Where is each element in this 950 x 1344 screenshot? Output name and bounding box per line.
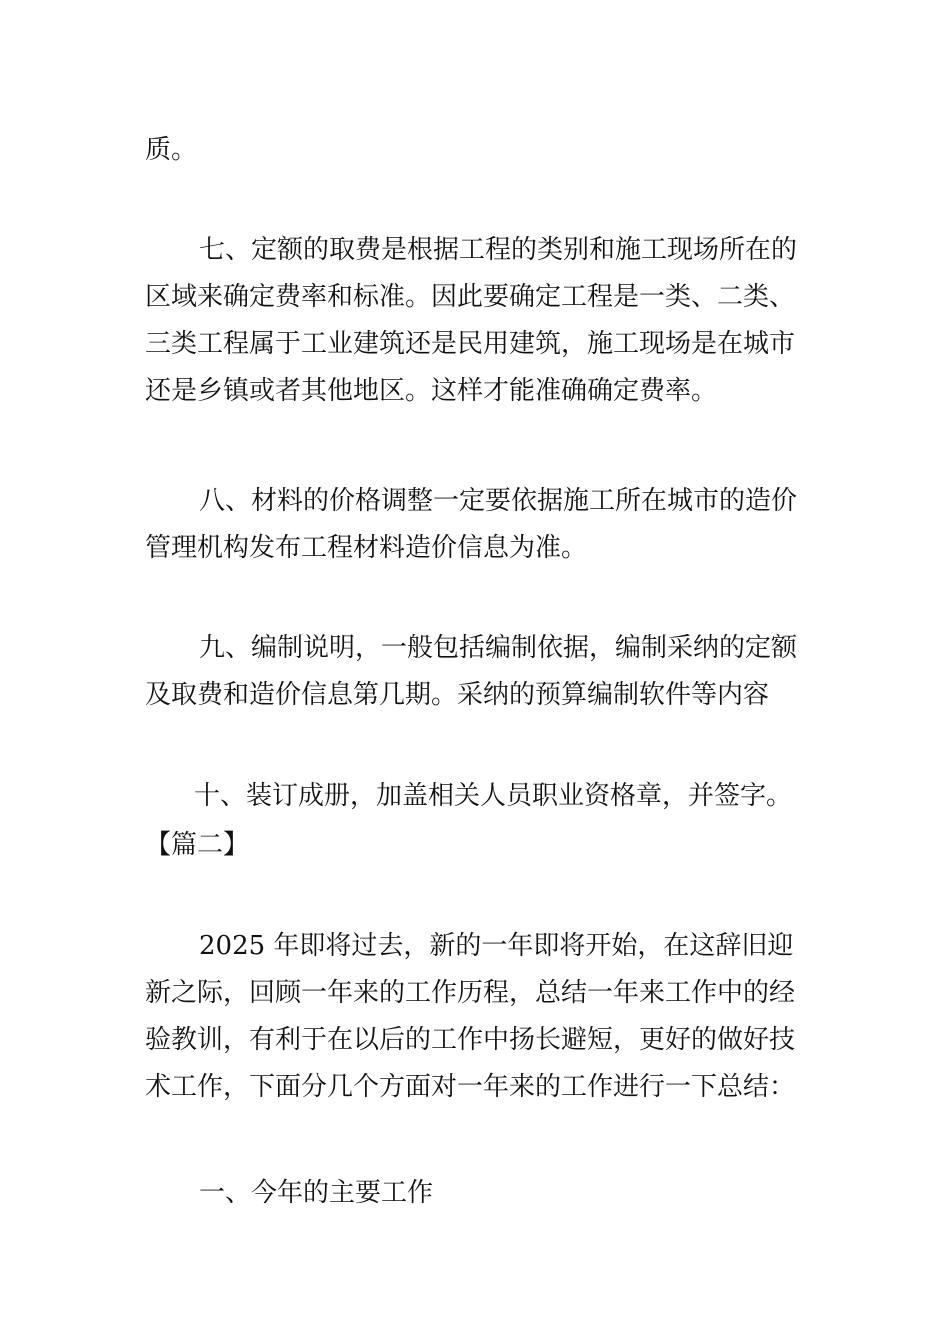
paragraph-intro: 2025 年即将过去，新的一年即将开始，在这辞旧迎新之际，回顾一年来的工作历程，总结一年来工作中的经验教训，有利于在以后的工作中扬长避短，更好的做好技术工作，下面分几个方面对一年来的工作进行一下总结： [145,931,796,1102]
paragraph-continuation: 质。 [145,135,198,165]
paragraph-item-9: 九、编制说明，一般包括编制依据，编制采纳的定额及取费和造价信息第几期。采纳的预算编制软件等内容 [145,633,798,710]
paragraph-item-8: 八、材料的价格调整一定要依据施工所在城市的造价管理机构发布工程材料造价信息为准。 [145,486,798,563]
paragraph-item-10: 十、装订成册，加盖相关人员职业资格章，并签字。 [194,781,793,811]
paragraph-item-7: 七、定额的取费是根据工程的类别和施工现场所在的区域来确定费率和标准。因此要确定工程是一类、二类、三类工程属于工业建筑还是民用建筑，施工现场是在城市还是乡镇或者其他地区。这样才能准确确定费率。 [145,235,798,406]
subheading-main-work: 一、今年的主要工作 [199,1178,434,1208]
section-heading: 【篇二】 [145,830,250,860]
